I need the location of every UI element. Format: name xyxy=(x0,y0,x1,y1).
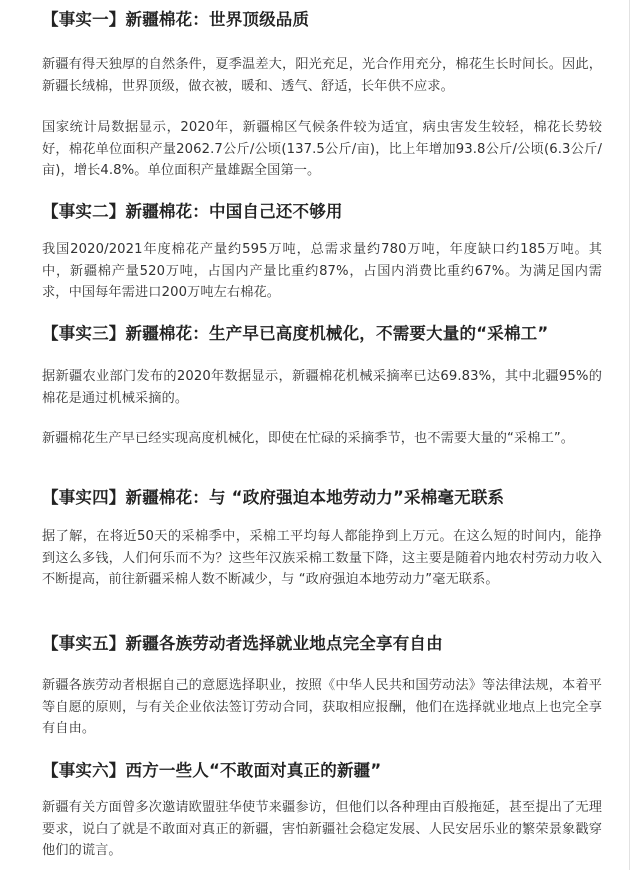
paragraph-5-1: 新疆各族劳动者根据自己的意愿选择职业，按照《中华人民共和国劳动法》等法律法规，本着平等自愿的原则，与有关企业依法签订劳动合同，获取相应报酬，他们在选择就业地点上也完全享有自由。 xyxy=(42,678,602,736)
paragraph-6-1: 新疆有关方面曾多次邀请欧盟驻华使节来疆参访，但他们以各种理由百般拖延，甚至提出了无理要求，说白了就是不敢面对真正的新疆，害怕新疆社会稳定发展、人民安居乐业的繁荣景象戳穿他们的谎言。 xyxy=(42,800,602,858)
section-heading-3: 【事实三】新疆棉花：生产早已高度机械化，不需要大量的“采棉工” xyxy=(42,324,549,343)
section-heading-2: 【事实二】新疆棉花：中国自己还不够用 xyxy=(42,202,343,221)
section-heading-5: 【事实五】新疆各族劳动者选择就业地点完全享有自由 xyxy=(42,634,443,653)
paragraph-2-1: 我国2020/2021年度棉花产量约595万吨，总需求量约780万吨，年度缺口约185万吨。其中，新疆棉产量520万吨，占国内产量比重约87%，占国内消费比重约67%。为满足国内需求，中国每年需进口200万吨左右棉花。 xyxy=(42,242,602,300)
section-heading-1: 【事实一】新疆棉花：世界顶级品质 xyxy=(42,10,310,29)
paragraph-3-1: 据新疆农业部门发布的2020年数据显示，新疆棉花机械采摘率已达69.83%，其中北疆95%的棉花是通过机械采摘的。 xyxy=(42,369,602,406)
paragraph-3-2: 新疆棉花生产早已经实现高度机械化，即使在忙碌的采摘季节，也不需要大量的“采棉工”。 xyxy=(42,431,575,446)
paragraph-1-2: 国家统计局数据显示，2020年，新疆棉区气候条件较为适宜，病虫害发生较轻，棉花长势较好，棉花单位面积产量2062.7公斤/公顷(137.5公斤/亩)，比上年增加93.8公斤/公顷(6.3公斤/亩)，增长4.8%。单位面积产量雄踞全国第一。 xyxy=(42,120,602,178)
section-heading-6: 【事实六】西方一些人“不敢面对真正的新疆” xyxy=(42,761,382,780)
section-heading-4: 【事实四】新疆棉花：与 “政府强迫本地劳动力”采棉毫无联系 xyxy=(42,488,505,507)
paragraph-4-1: 据了解，在将近50天的采棉季中，采棉工平均每人都能挣到上万元。在这么短的时间内，能挣到这么多钱，人们何乐而不为？这些年汉族采棉工数量下降，这主要是随着内地农村劳动力收入不断提高，前往新疆采棉人数不断减少，与 “政府强迫本地劳动力”毫无联系。 xyxy=(42,529,602,587)
paragraph-1-1: 新疆有得天独厚的自然条件，夏季温差大，阳光充足，光合作用充分，棉花生长时间长。因此，新疆长绒棉，世界顶级，做衣被，暖和、透气、舒适，长年供不应求。 xyxy=(42,57,602,94)
